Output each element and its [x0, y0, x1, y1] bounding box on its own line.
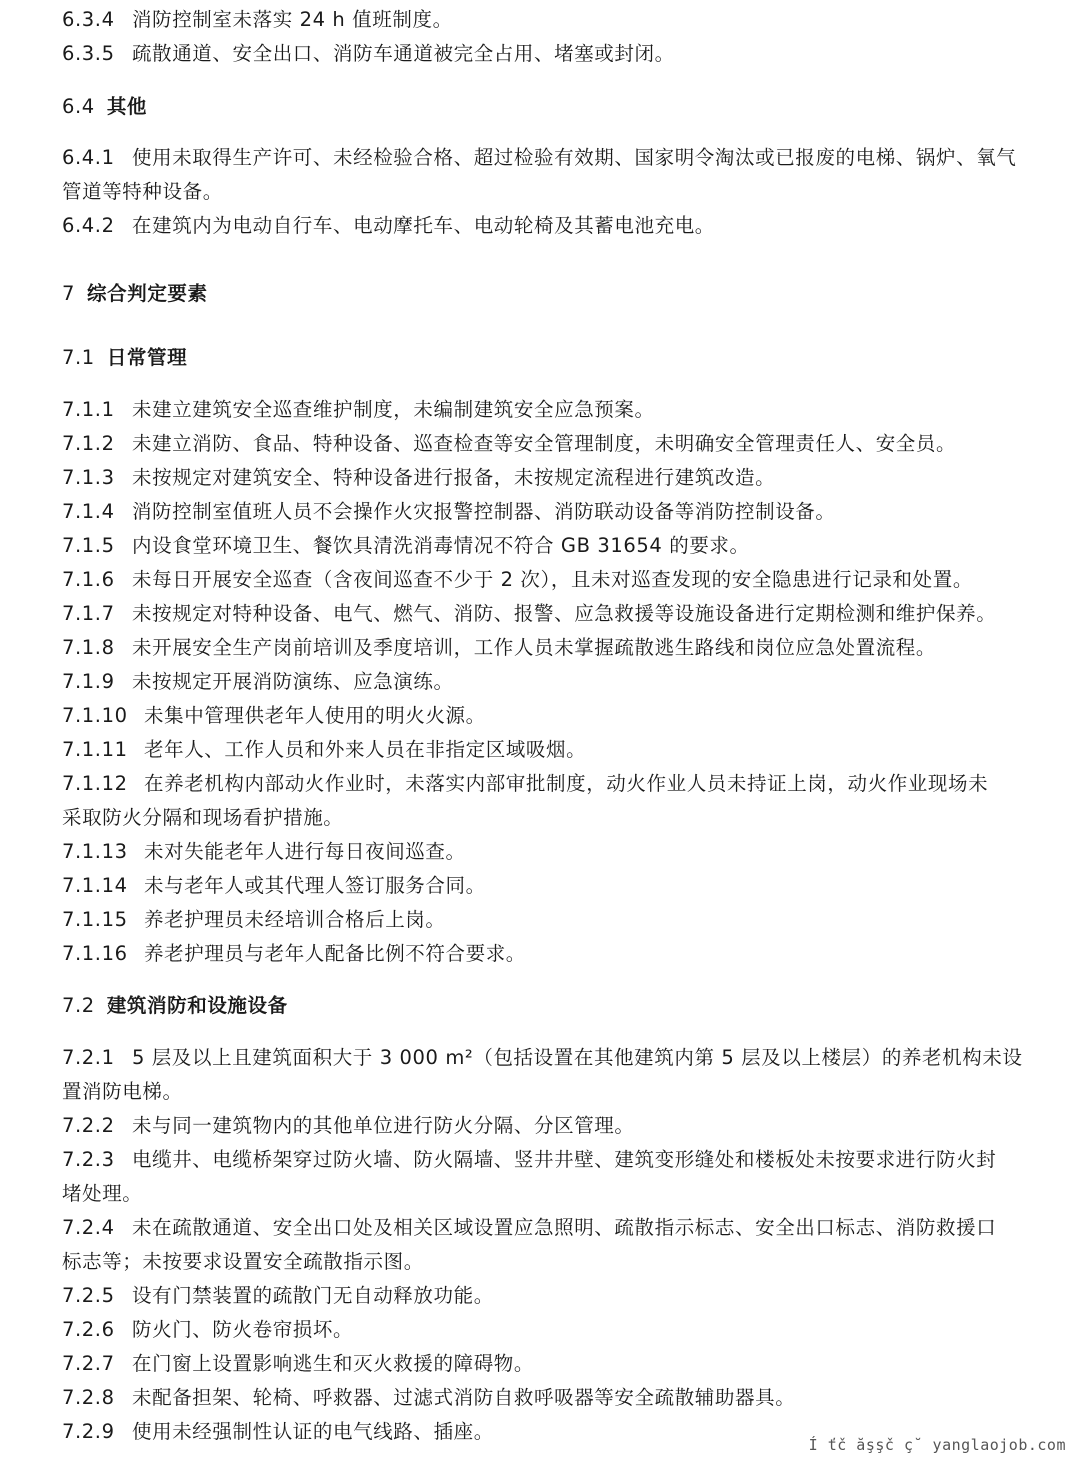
clause-item	[62, 840, 466, 864]
clause-text: 设有门禁装置的疏散门无自动释放功能。	[132, 1284, 494, 1307]
clause-text: 采取防火分隔和现场看护措施。	[62, 806, 344, 829]
clause-text: 在门窗上设置影响逃生和灭火救援的障碍物。	[132, 1352, 535, 1375]
clause-text: 未与同一建筑物内的其他单位进行防火分隔、分区管理。	[132, 1114, 635, 1137]
clause-number: 7.1.7	[62, 602, 115, 625]
clause-item	[62, 874, 486, 898]
clause-text: 置消防电梯。	[62, 1080, 183, 1103]
clause-text: 未按规定对特种设备、电气、燃气、消防、报警、应急救援等设施设备进行定期检测和维护保养。	[132, 602, 997, 625]
clause-item	[62, 670, 454, 694]
section-heading	[62, 95, 147, 119]
clause-text: 未按规定开展消防演练、应急演练。	[132, 670, 454, 693]
clause-item	[62, 398, 655, 422]
clause-text: 未建立建筑安全巡查维护制度，未编制建筑安全应急预案。	[132, 398, 655, 421]
clause-item	[62, 1284, 494, 1308]
clause-item	[62, 1046, 1023, 1070]
clause-text: 养老护理员未经培训合格后上岗。	[144, 908, 446, 931]
clause-number: 7.1	[62, 346, 95, 369]
clause-text: 堵处理。	[62, 1182, 143, 1205]
clause-text: 消防控制室值班人员不会操作火灾报警控制器、消防联动设备等消防控制设备。	[132, 500, 836, 523]
clause-item	[62, 772, 988, 796]
clause-text: 未开展安全生产岗前培训及季度培训，工作人员未掌握疏散逃生路线和岗位应急处置流程。	[132, 636, 937, 659]
clause-item	[62, 738, 586, 762]
section-heading	[62, 282, 208, 306]
clause-number: 6.4.2	[62, 214, 115, 237]
clause-number: 7.1.10	[62, 704, 128, 727]
clause-text: 未与老年人或其代理人签订服务合同。	[144, 874, 486, 897]
clause-continuation	[62, 806, 343, 830]
clause-number: 7.1.5	[62, 534, 115, 557]
clause-item	[62, 1148, 996, 1172]
clause-text: 内设食堂环境卫生、餐饮具清洗消毒情况不符合 GB 31654 的要求。	[132, 534, 750, 557]
clause-item	[62, 568, 973, 592]
clause-number: 7.1.15	[62, 908, 128, 931]
clause-number: 7.2	[62, 994, 95, 1017]
clause-item	[62, 146, 1016, 170]
clause-item	[62, 432, 956, 456]
clause-number: 7.1.4	[62, 500, 115, 523]
clause-number: 6.3.4	[62, 8, 115, 31]
clause-text: 未集中管理供老年人使用的明火火源。	[144, 704, 486, 727]
clause-text: 综合判定要素	[87, 282, 208, 305]
clause-item	[62, 1386, 795, 1410]
clause-item	[62, 1352, 534, 1376]
clause-item	[62, 908, 446, 932]
clause-item	[62, 1420, 494, 1444]
clause-item	[62, 534, 750, 558]
clause-number: 7.2.8	[62, 1386, 115, 1409]
clause-text: 其他	[106, 95, 148, 118]
clause-text: 5 层及以上且建筑面积大于 3 000 m²（包括设置在其他建筑内第 5 层及以上楼层）的养老机构未设	[132, 1046, 1023, 1069]
clause-item	[62, 214, 715, 238]
clause-number: 7.1.8	[62, 636, 115, 659]
clause-text: 防火门、防火卷帘损坏。	[132, 1318, 354, 1341]
watermark: Í ťč ăşşč ç˘ yanglaojob.com	[808, 1436, 1066, 1454]
clause-continuation	[62, 1250, 424, 1274]
clause-text: 使用未取得生产许可、未经检验合格、超过检验有效期、国家明令淘汰或已报废的电梯、锅炉、氧气	[132, 146, 1017, 169]
clause-text: 未配备担架、轮椅、呼救器、过滤式消防自救呼吸器等安全疏散辅助器具。	[132, 1386, 796, 1409]
clause-number: 7.2.7	[62, 1352, 115, 1375]
clause-text: 在建筑内为电动自行车、电动摩托车、电动轮椅及其蓄电池充电。	[132, 214, 715, 237]
clause-text: 标志等；未按要求设置安全疏散指示图。	[62, 1250, 424, 1273]
clause-text: 日常管理	[106, 346, 188, 369]
clause-number: 7.1.11	[62, 738, 128, 761]
clause-item	[62, 8, 453, 32]
clause-text: 未按规定对建筑安全、特种设备进行报备，未按规定流程进行建筑改造。	[132, 466, 776, 489]
clause-item	[62, 636, 936, 660]
clause-text: 建筑消防和设施设备	[106, 994, 288, 1017]
clause-number: 7.2.6	[62, 1318, 115, 1341]
clause-number: 7.2.3	[62, 1148, 115, 1171]
clause-item	[62, 466, 775, 490]
clause-text: 未对失能老年人进行每日夜间巡查。	[144, 840, 466, 863]
clause-continuation	[62, 180, 223, 204]
clause-item	[62, 942, 526, 966]
clause-text: 未每日开展安全巡查（含夜间巡查不少于 2 次），且未对巡查发现的安全隐患进行记录和处置。	[132, 568, 973, 591]
clause-text: 养老护理员与老年人配备比例不符合要求。	[144, 942, 526, 965]
clause-number: 7.1.1	[62, 398, 115, 421]
clause-number: 7	[62, 282, 76, 305]
clause-number: 7.2.4	[62, 1216, 115, 1239]
clause-text: 管道等特种设备。	[62, 180, 223, 203]
clause-text: 电缆井、电缆桥架穿过防火墙、防火隔墙、竖井井壁、建筑变形缝处和楼板处未按要求进行防火封	[132, 1148, 997, 1171]
clause-number: 6.3.5	[62, 42, 115, 65]
clause-number: 7.1.13	[62, 840, 128, 863]
clause-number: 7.2.1	[62, 1046, 115, 1069]
clause-text: 老年人、工作人员和外来人员在非指定区域吸烟。	[144, 738, 587, 761]
clause-item	[62, 602, 996, 626]
clause-number: 7.1.3	[62, 466, 115, 489]
clause-item	[62, 42, 675, 66]
clause-number: 7.1.6	[62, 568, 115, 591]
clause-number: 7.1.14	[62, 874, 128, 897]
clause-number: 7.2.5	[62, 1284, 115, 1307]
clause-text: 消防控制室未落实 24 h 值班制度。	[132, 8, 453, 31]
section-heading	[62, 346, 187, 370]
section-heading	[62, 994, 288, 1018]
clause-number: 6.4	[62, 95, 95, 118]
clause-number: 7.1.12	[62, 772, 128, 795]
clause-text: 在养老机构内部动火作业时，未落实内部审批制度，动火作业人员未持证上岗，动火作业现场未	[144, 772, 989, 795]
clause-number: 7.1.16	[62, 942, 128, 965]
clause-item	[62, 500, 836, 524]
clause-number: 7.1.9	[62, 670, 115, 693]
clause-item	[62, 704, 486, 728]
clause-number: 7.1.2	[62, 432, 115, 455]
clause-continuation	[62, 1080, 183, 1104]
clause-number: 6.4.1	[62, 146, 115, 169]
clause-text: 疏散通道、安全出口、消防车通道被完全占用、堵塞或封闭。	[132, 42, 675, 65]
clause-number: 7.2.2	[62, 1114, 115, 1137]
clause-item	[62, 1114, 635, 1138]
clause-text: 未建立消防、食品、特种设备、巡查检查等安全管理制度，未明确安全管理责任人、安全员。	[132, 432, 957, 455]
clause-item	[62, 1318, 353, 1342]
clause-text: 使用未经强制性认证的电气线路、插座。	[132, 1420, 494, 1443]
clause-text: 未在疏散通道、安全出口处及相关区域设置应急照明、疏散指示标志、安全出口标志、消防救援口	[132, 1216, 997, 1239]
clause-item	[62, 1216, 996, 1240]
clause-continuation	[62, 1182, 142, 1206]
clause-number: 7.2.9	[62, 1420, 115, 1443]
